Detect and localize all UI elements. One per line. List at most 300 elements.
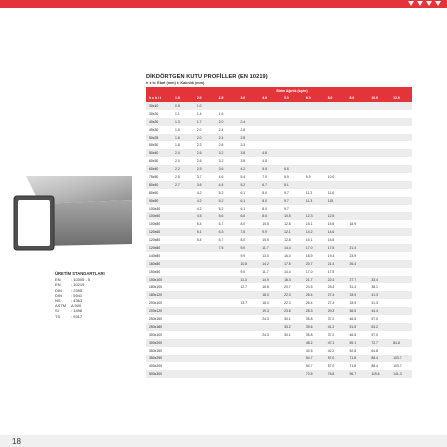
weight-cell — [368, 197, 390, 205]
weight-cell: 4.2 — [237, 165, 259, 173]
weight-cell: 30.1 — [281, 331, 303, 339]
thickness-header: 4.0 — [259, 95, 281, 103]
weight-cell — [281, 110, 303, 118]
weight-cell: 1.7 — [194, 118, 216, 126]
weight-cell: 2.8 — [216, 141, 238, 149]
dimension-cell: 300x200 — [146, 339, 172, 347]
weight-cell — [390, 283, 412, 291]
weight-cell — [390, 197, 412, 205]
weight-cell — [259, 141, 281, 149]
weight-cell — [368, 149, 390, 157]
standard-value: : 10305 - 5 — [71, 277, 91, 283]
standard-key: DIN — [55, 287, 62, 293]
weight-cell — [368, 118, 390, 126]
table-row — [146, 165, 412, 173]
weight-cell: 8.0 — [237, 220, 259, 228]
weight-cell — [216, 355, 238, 363]
weight-cell — [347, 173, 369, 181]
dimension-cell: 180x120 — [146, 291, 172, 299]
weight-cell — [390, 268, 412, 276]
table-row — [146, 252, 412, 260]
weight-cell: 9.7 — [281, 205, 303, 213]
weight-cell: 10.0 — [325, 173, 347, 181]
weight-cell: 22.3 — [281, 291, 303, 299]
top-banner — [0, 0, 447, 8]
table-row — [146, 110, 412, 118]
weight-cell: 2.9 — [194, 165, 216, 173]
dimension-cell: 60x40 — [146, 165, 172, 173]
weight-cell — [390, 323, 412, 331]
weight-cell: 33.9 — [347, 291, 369, 299]
weight-cell — [390, 205, 412, 213]
weight-cell — [347, 197, 369, 205]
weight-cell — [259, 323, 281, 331]
weight-cell: 5.2 — [216, 189, 238, 197]
weight-cell — [390, 347, 412, 355]
weight-cell — [172, 299, 194, 307]
weight-cell: 4.2 — [194, 189, 216, 197]
table-row — [146, 181, 412, 189]
table-row — [146, 157, 412, 165]
table-row — [146, 315, 412, 323]
weight-cell: 17.5 — [325, 244, 347, 252]
weight-cell — [347, 134, 369, 142]
weight-cell — [368, 102, 390, 110]
weight-cell — [390, 307, 412, 315]
footer-bar — [0, 435, 447, 447]
weight-cell: 88.4 — [368, 355, 390, 363]
weight-cell: 15.5 — [325, 220, 347, 228]
weight-cell — [194, 331, 216, 339]
weight-cell: 39.6 — [303, 323, 325, 331]
weight-cell: 40.5 — [303, 347, 325, 355]
dimension-cell: 75x50 — [146, 173, 172, 181]
page-number: 18 — [12, 437, 21, 446]
weight-cell: 96.7 — [347, 370, 369, 378]
weight-cell: 18.3 — [281, 276, 303, 284]
weight-cell: 1.6 — [172, 134, 194, 142]
weight-cell — [237, 370, 259, 378]
weight-cell: 1.5 — [172, 126, 194, 134]
weight-cell — [216, 347, 238, 355]
dimension-cell: 45x30 — [146, 126, 172, 134]
dimension-cell: 250x150 — [146, 315, 172, 323]
dimension-cell: 500x300 — [146, 370, 172, 378]
weight-cell: 41.2 — [325, 323, 347, 331]
weight-cell — [368, 236, 390, 244]
weight-cell — [347, 236, 369, 244]
weight-cell — [172, 307, 194, 315]
table-row — [146, 102, 412, 110]
weight-cell — [390, 181, 412, 189]
weight-cell — [281, 355, 303, 363]
weight-cell: 5.4 — [237, 173, 259, 181]
weight-cell: 6.6 — [281, 165, 303, 173]
standard-value: : 2395 — [71, 287, 83, 293]
table-row — [146, 173, 412, 181]
weight-cell: 59.1 — [347, 339, 369, 347]
weight-cell — [259, 118, 281, 126]
weight-cell — [172, 260, 194, 268]
weight-cell — [172, 189, 194, 197]
weight-cell — [216, 291, 238, 299]
weight-cell: 24.5 — [303, 283, 325, 291]
weight-cell: 72.7 — [368, 339, 390, 347]
table-row — [146, 244, 412, 252]
weight-cell: 6.1 — [237, 205, 259, 213]
weight-cell — [368, 244, 390, 252]
weight-cell: 51.5 — [347, 323, 369, 331]
weight-cell: 20.7 — [281, 283, 303, 291]
arrow-icon — [426, 1, 432, 6]
table-row — [146, 134, 412, 142]
weight-cell — [390, 157, 412, 165]
weight-cell: 8.0 — [259, 205, 281, 213]
table-row — [146, 370, 412, 378]
weight-cell — [325, 165, 347, 173]
weight-cell: 33.9 — [347, 299, 369, 307]
weight-cell — [368, 268, 390, 276]
weight-cell — [347, 205, 369, 213]
weight-cell — [368, 165, 390, 173]
weight-cell: 37.2 — [325, 315, 347, 323]
weight-cell: 26.4 — [303, 299, 325, 307]
weight-cell — [216, 331, 238, 339]
weight-cell — [303, 149, 325, 157]
weight-cell — [172, 197, 194, 205]
weight-cell: 8.0 — [259, 197, 281, 205]
arrow-icon — [435, 1, 441, 6]
weight-cell — [325, 205, 347, 213]
weight-cell — [347, 110, 369, 118]
weight-cell: 1.1 — [172, 110, 194, 118]
weight-cell: 1.0 — [194, 102, 216, 110]
weight-cell: 24.3 — [259, 315, 281, 323]
weight-cell — [172, 276, 194, 284]
weight-cell: 6.7 — [216, 236, 238, 244]
weight-cell — [237, 315, 259, 323]
weight-cell — [172, 212, 194, 220]
weight-cell: 15.1 — [303, 220, 325, 228]
weight-cell: 119.6 — [368, 370, 390, 378]
weight-cell: 9.9 — [303, 173, 325, 181]
weight-cell: 46.5 — [347, 331, 369, 339]
weight-cell: 27.7 — [347, 276, 369, 284]
weight-cell — [216, 323, 238, 331]
dimension-cell: 250x180 — [146, 323, 172, 331]
dimension-cell: 50x30 — [146, 141, 172, 149]
weight-cell: 13.7 — [237, 299, 259, 307]
weight-cell: 3.8 — [237, 157, 259, 165]
weight-cell: 33.4 — [368, 276, 390, 284]
weight-cell: 5.4 — [194, 220, 216, 228]
weight-cell — [237, 347, 259, 355]
dimension-cell: 180x100 — [146, 283, 172, 291]
weight-cell: 2.0 — [216, 118, 238, 126]
weight-cell: 21.7 — [303, 276, 325, 284]
table-row — [146, 291, 412, 299]
dimension-cell: 400x200 — [146, 362, 172, 370]
weight-cell: 11.6 — [325, 189, 347, 197]
weight-cell: 42.2 — [325, 347, 347, 355]
weight-cell — [347, 181, 369, 189]
weight-cell: 1.4 — [194, 110, 216, 118]
weight-cell: 14.4 — [281, 244, 303, 252]
weight-cell: 4.8 — [259, 157, 281, 165]
weight-cell: 4.4 — [216, 181, 238, 189]
weight-cell: 12.3 — [303, 212, 325, 220]
weight-cell — [347, 189, 369, 197]
table-row — [146, 220, 412, 228]
table-corner — [146, 87, 172, 95]
weight-cell — [368, 189, 390, 197]
thickness-header: 5.0 — [281, 95, 303, 103]
weight-cell: 5.2 — [216, 205, 238, 213]
weight-cell — [172, 323, 194, 331]
standard-key: EN — [55, 277, 61, 283]
standard-value: : 4363 — [71, 298, 83, 304]
weight-cell — [216, 339, 238, 347]
weight-cell — [172, 347, 194, 355]
table-row — [146, 141, 412, 149]
weight-cell: 5.1 — [194, 228, 216, 236]
weight-cell — [216, 102, 238, 110]
weight-cell: 115 — [325, 197, 347, 205]
weight-cell: 10.5 — [281, 212, 303, 220]
weight-cell: 12.1 — [281, 228, 303, 236]
weight-cell — [347, 149, 369, 157]
weight-cell — [347, 268, 369, 276]
weight-cell — [368, 228, 390, 236]
weight-cell: 64.8 — [368, 347, 390, 355]
standard-item — [55, 314, 105, 319]
weight-cell — [390, 252, 412, 260]
weight-cell: 63.2 — [368, 323, 390, 331]
banner-arrows — [408, 1, 441, 6]
weight-cell — [237, 331, 259, 339]
weight-cell: 20.7 — [303, 260, 325, 268]
weight-cell: 71.8 — [347, 362, 369, 370]
weight-cell: 5.2 — [216, 197, 238, 205]
arrow-icon — [417, 1, 423, 6]
weight-cell: 4.2 — [194, 197, 216, 205]
weight-cell: 8.9 — [281, 173, 303, 181]
weight-cell: 2.8 — [172, 173, 194, 181]
weight-cell — [259, 102, 281, 110]
weight-cell: 23.8 — [281, 307, 303, 315]
weight-cell — [194, 307, 216, 315]
weight-cell: 6.3 — [216, 228, 238, 236]
weight-cell: 76.8 — [325, 370, 347, 378]
table-group-header-row — [146, 87, 412, 95]
weight-cell — [194, 323, 216, 331]
dimension-cell: 150x100 — [146, 276, 172, 284]
table-row — [146, 355, 412, 363]
weight-cell — [172, 236, 194, 244]
weight-cell: 2.0 — [172, 149, 194, 157]
table-thickness-header-row — [146, 95, 412, 103]
weight-cell — [194, 260, 216, 268]
weight-cell — [172, 362, 194, 370]
weight-cell: 3.2 — [216, 157, 238, 165]
dimension-cell: 200x100 — [146, 299, 172, 307]
weight-cell — [390, 110, 412, 118]
weight-cell — [368, 110, 390, 118]
thickness-header: 12.0 — [390, 95, 412, 103]
weight-cell: 71.8 — [347, 355, 369, 363]
table-row — [146, 260, 412, 268]
table-body — [146, 102, 412, 378]
weight-cell — [325, 110, 347, 118]
weight-cell — [325, 149, 347, 157]
weight-cell — [194, 283, 216, 291]
weight-cell — [172, 315, 194, 323]
weight-cell — [281, 362, 303, 370]
dimension-cell: 80x40 — [146, 181, 172, 189]
weight-cell: 5.2 — [237, 181, 259, 189]
weight-cell: 36.5 — [347, 307, 369, 315]
weight-cell: 2.2 — [172, 165, 194, 173]
weight-cell: 3.6 — [194, 181, 216, 189]
standard-value: : 10219 — [71, 282, 85, 288]
weight-cell: 2.0 — [172, 157, 194, 165]
dimension-cell: 100x40 — [146, 205, 172, 213]
weight-cell: 12.5 — [325, 212, 347, 220]
weight-cell: 1.8 — [172, 141, 194, 149]
weight-cell: 73.5 — [303, 370, 325, 378]
weight-cell — [325, 134, 347, 142]
weight-cell — [390, 118, 412, 126]
weight-cell: 14.2 — [303, 228, 325, 236]
weight-cell: 8.0 — [237, 236, 259, 244]
weight-cell — [390, 244, 412, 252]
weight-cell — [194, 299, 216, 307]
standards-list — [55, 277, 105, 319]
weight-cell: 45.2 — [303, 339, 325, 347]
weight-cell — [281, 149, 303, 157]
weight-cell — [281, 347, 303, 355]
weight-cell: 2.4 — [216, 134, 238, 142]
weight-cell — [237, 110, 259, 118]
weight-cell — [390, 299, 412, 307]
weight-cell: 25.4 — [325, 283, 347, 291]
weight-cell — [303, 126, 325, 134]
weight-cell: 27.4 — [325, 291, 347, 299]
weight-cell — [390, 149, 412, 157]
weight-cell — [237, 323, 259, 331]
weight-cell: 8.0 — [259, 189, 281, 197]
weight-cell — [390, 165, 412, 173]
weight-cell: 11.3 — [303, 189, 325, 197]
table-row — [146, 339, 412, 347]
weight-cell: 16.8 — [259, 283, 281, 291]
weight-cell — [390, 102, 412, 110]
weight-cell: 7.5 — [237, 228, 259, 236]
weight-cell: 103.7 — [390, 362, 412, 370]
rectangular-tube-image — [12, 156, 132, 260]
weight-cell — [194, 339, 216, 347]
weight-cell — [325, 118, 347, 126]
dimension-cell: 350x150 — [146, 347, 172, 355]
weight-cell: 7.5 — [216, 244, 238, 252]
weight-cell — [390, 212, 412, 220]
dimension-cell: 60x30 — [146, 157, 172, 165]
weight-cell: 17.0 — [303, 268, 325, 276]
weight-cell — [368, 126, 390, 134]
weight-cell: 35.8 — [303, 315, 325, 323]
weight-cell — [368, 181, 390, 189]
weight-cell — [172, 252, 194, 260]
weight-cell: 15.5 — [325, 236, 347, 244]
weight-cell: 3.2 — [216, 149, 238, 157]
weight-cell: 17.5 — [281, 260, 303, 268]
table-row — [146, 126, 412, 134]
weight-cell — [325, 181, 347, 189]
dimension-cell: 30x10 — [146, 102, 172, 110]
weight-cell: 3.3 — [237, 141, 259, 149]
weight-cell: 57.0 — [368, 331, 390, 339]
weight-cell — [347, 118, 369, 126]
weight-cell: 6.7 — [259, 181, 281, 189]
weight-cell — [216, 283, 238, 291]
weight-cell — [194, 370, 216, 378]
weight-cell — [303, 134, 325, 142]
weight-cell — [368, 157, 390, 165]
table-row — [146, 212, 412, 220]
weights-table — [146, 87, 412, 378]
dimension-cell: 80x60 — [146, 189, 172, 197]
weight-cell — [325, 102, 347, 110]
weight-cell — [347, 102, 369, 110]
weight-cell — [281, 102, 303, 110]
weight-cell — [281, 157, 303, 165]
weight-cell: 6.1 — [237, 189, 259, 197]
weight-cell: 57.0 — [325, 362, 347, 370]
weight-cell — [325, 141, 347, 149]
weight-cell — [237, 291, 259, 299]
weight-cell — [172, 355, 194, 363]
dimension-cell: 50x25 — [146, 134, 172, 142]
weight-cell — [347, 228, 369, 236]
weight-cell: 2.6 — [194, 157, 216, 165]
weight-cell — [259, 362, 281, 370]
weight-cell: 33.2 — [281, 323, 303, 331]
table-row — [146, 197, 412, 205]
standard-value: : 1498 — [71, 308, 83, 314]
weight-cell: 24.3 — [259, 331, 281, 339]
weight-cell: 21.4 — [325, 260, 347, 268]
weight-cell: 21.4 — [347, 244, 369, 252]
weight-cell — [347, 165, 369, 173]
dimension-cell: 30x20 — [146, 110, 172, 118]
weight-cell — [390, 126, 412, 134]
weight-cell: 9.0 — [237, 244, 259, 252]
weight-cell: 10.5 — [259, 220, 281, 228]
weight-cell — [172, 283, 194, 291]
weight-cell — [368, 220, 390, 228]
weight-cell — [194, 347, 216, 355]
weight-cell — [368, 134, 390, 142]
weight-cell: 12.8 — [281, 236, 303, 244]
weight-cell: 2.0 — [194, 126, 216, 134]
table-row — [146, 236, 412, 244]
page-subtitle: h x b: Ebat (mm) t: Kalınlık (mm) — [146, 81, 205, 85]
weight-cell — [259, 347, 281, 355]
weight-cell: 46.5 — [347, 315, 369, 323]
weight-cell: 15.1 — [303, 236, 325, 244]
weight-cell: 26.4 — [347, 260, 369, 268]
weight-cell — [303, 165, 325, 173]
